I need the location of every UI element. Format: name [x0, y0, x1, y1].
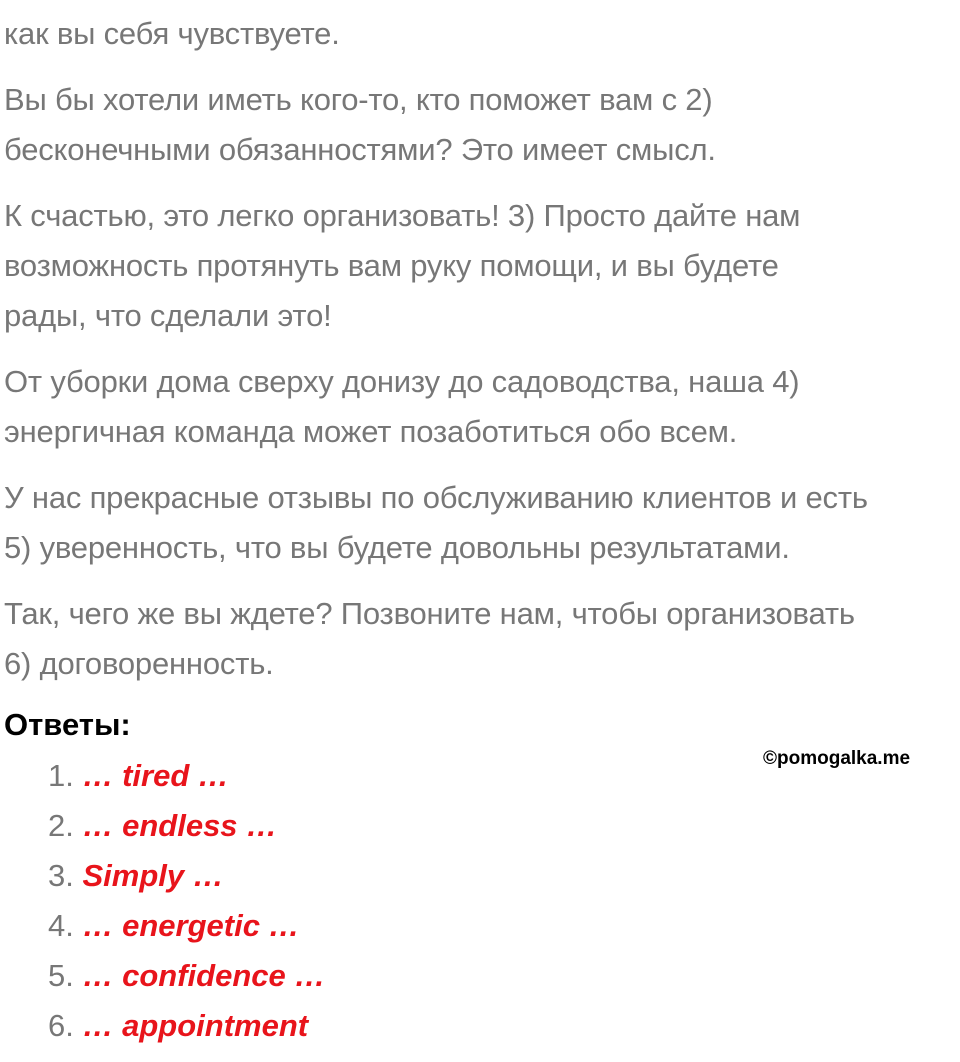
text-line: Вы бы хотели иметь кого-то, кто поможет вам с 2) [4, 82, 713, 117]
list-item [48, 801, 956, 851]
paragraph-6 [4, 589, 956, 689]
text-line: 5) уверенность, что вы будете довольны результатами. [4, 530, 790, 565]
answer-number: 4. [48, 908, 74, 943]
answer-number: 2. [48, 808, 74, 843]
answer-number: 3. [48, 858, 74, 893]
answer-number: 6. [48, 1008, 74, 1043]
paragraph-1 [4, 9, 956, 59]
paragraph-2 [4, 75, 956, 175]
answer-number: 5. [48, 958, 74, 993]
watermark-text: ©pomogalka.me [763, 748, 911, 769]
text-line: От уборки дома сверху донизу до садоводства, наша 4) [4, 364, 800, 399]
text-line: рады, что сделали это! [4, 298, 332, 333]
text-line: возможность протянуть вам руку помощи, и вы будете [4, 248, 779, 283]
text-line: Так, чего же вы ждете? Позвоните нам, чтобы организовать [4, 596, 855, 631]
answer-text: Simply … [82, 858, 224, 893]
paragraph-3 [4, 191, 956, 341]
answer-text: … appointment [82, 1008, 309, 1043]
list-item [48, 1001, 956, 1051]
text-line: 6) договоренность. [4, 646, 274, 681]
text-line: К счастью, это легко организовать! 3) Просто дайте нам [4, 198, 801, 233]
paragraph-4 [4, 357, 956, 457]
answer-text: … tired … [82, 758, 229, 793]
list-item [48, 901, 956, 951]
answer-text: … endless … [82, 808, 278, 843]
paragraph-5 [4, 473, 956, 573]
text-line: бесконечными обязанностями? Это имеет смысл. [4, 132, 716, 167]
answer-text: … energetic … [82, 908, 300, 943]
document-body [4, 0, 956, 1051]
answers-list [4, 751, 956, 1051]
text-line: У нас прекрасные отзывы по обслуживанию клиентов и есть [4, 480, 868, 515]
list-item [48, 951, 956, 1001]
text-line: как вы себя чувствуете. [4, 16, 340, 51]
list-item [48, 851, 956, 901]
answers-heading: Ответы: [4, 707, 131, 742]
text-line: энергичная команда может позаботиться обо всем. [4, 414, 738, 449]
answer-text: … confidence … [82, 958, 326, 993]
answer-number: 1. [48, 758, 74, 793]
